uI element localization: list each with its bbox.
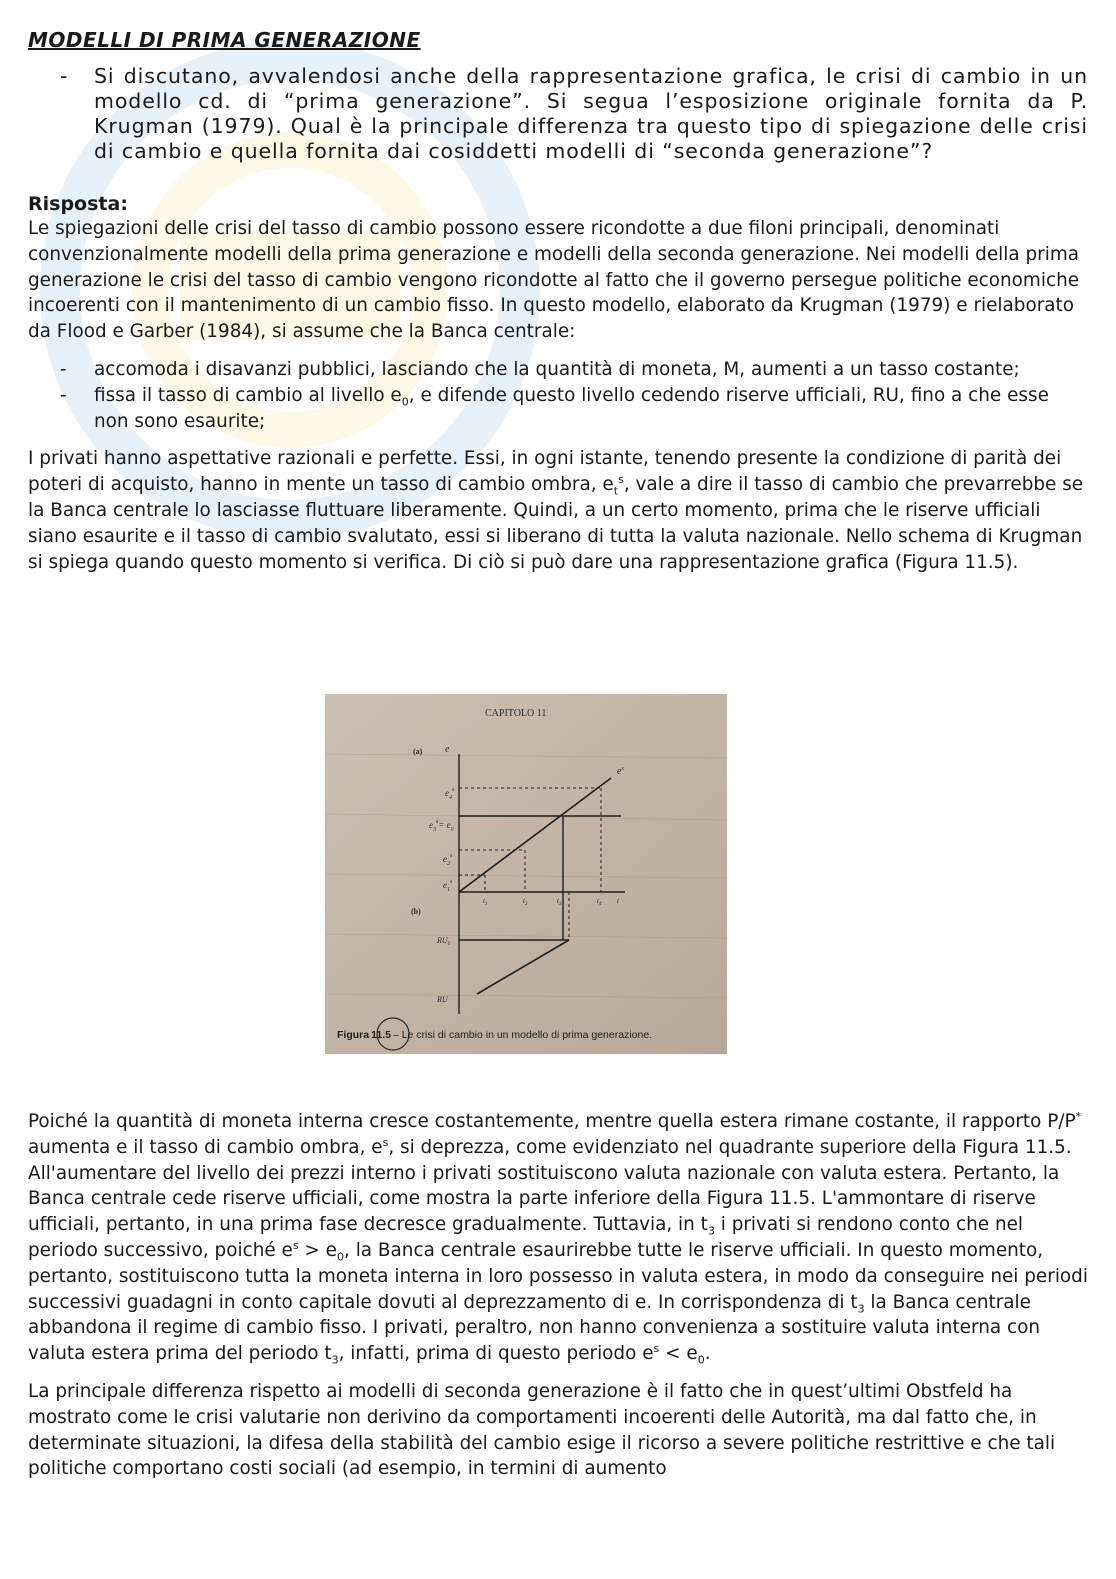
paragraph-explanation: Poiché la quantità di moneta interna cresce costantemente, mentre quella estera rimane costante, il rapporto P/P* aumenta e il tasso di cambio ombra, $e^s$, si deprezza, come evidenziato nel quadrante superiore della Figura 11.5. All'aumentare del livello dei prezzi interno i privati sostituiscono valuta nazionale con valuta estera. Pertanto, la Banca centrale cede riserve ufficiali, come mostra la parte inferiore della Figura 11.5. L'ammontare di riserve ufficiali, pertanto, in una prima fase decresce gradualmente. Tuttavia, in $t_3$ i privati si rendono conto che nel periodo successivo, poiché $e^s > e_0$, la Banca centrale esaurirebbe tutte le riserve ufficiali. In questo momento, pertanto, sostituiscono tutta la moneta interna in loro possesso in valuta estera, in modo da conseguire nei periodi successivi guadagni in conto capitale dovuti al deprezzamento di e. In corrispondenza di $t_3$ la Banca centrale abbandona il regime di cambio fisso. I privati, peraltro, non hanno convenienza a sostituire valuta interna con valuta estera prima del periodo $t_3$, infatti, prima di questo periodo $e^s < e_0$. (28, 1109, 1088, 1367)
question-bullet: - (60, 64, 68, 88)
t2-label: $t_2$ (523, 897, 528, 907)
t4-label: $t_4$ (597, 897, 602, 907)
e2-label: $e_2^s$ (443, 853, 453, 867)
ru0-label: $RU_0$ (437, 936, 451, 947)
list-bullet: - (60, 358, 67, 380)
list-item-text: fissa il tasso di cambio al livello $e_0$, e difende questo livello cedendo riserve ufficiali, RU, fino a che esse non sono esaurite; (94, 384, 1049, 432)
paragraph-second-generation: La principale differenza rispetto ai modelli di seconda generazione è il fatto che in quest’ultimi Obstfeld ha mostrato come le crisi valutarie non derivino da comportamenti incoerenti delle Autorità, ma dal fatto che, in determinate situazioni, la difesa della stabilità del cambio esige il ricorso a severe politiche restrittive e che tali politiche comportano costi sociali (ad esempio, in termini di aumento (28, 1380, 1056, 1480)
question-item (60, 64, 1088, 164)
shadow-rate-line-label: $e^s$ (617, 766, 624, 777)
lower-text (28, 1109, 1088, 1494)
figure-11-5 (325, 694, 727, 1054)
ru-label: RU (437, 995, 448, 1004)
e4-label: $e_4^s$ (445, 787, 455, 801)
list-item-text: accomoda i disavanzi pubblici, lasciando che la quantità di moneta, M, aumenti a un tasso costante; (94, 358, 1020, 380)
list-item (60, 383, 1088, 435)
document-page (28, 26, 1088, 575)
panel-b-label: (b) (411, 907, 421, 916)
e3-label: $e_3^s= e_0$ (429, 819, 454, 833)
list-bullet: - (60, 384, 67, 406)
intro-paragraph: Le spiegazioni delle crisi del tasso di cambio possono essere ricondotte a due filoni principali, denominati convenzionalmente modelli della prima generazione e modelli della seconda generazione. Nei modelli della prima generazione le crisi del tasso di cambio vengono ricondotte al fatto che il governo persegue politiche economiche incoerenti con il mantenimento di un cambio fisso. In questo modello, elaborato da Krugman (1979) e rielaborato da Flood e Garber (1984), si assume che la Banca centrale: (28, 218, 1080, 343)
t3-label: $t_3$ (557, 897, 562, 907)
assumption-list (60, 357, 1088, 434)
question-text: Si discutano, avvalendosi anche della rappresentazione grafica, le crisi di cambio in un modello cd. di “prima generazione”. Si segua l’esposizione originale fornita da P. Krugman (1979). Qual è la principale differenza tra questo tipo di spiegazione delle crisi di cambio e quella fornita dai cosiddetti modelli di “seconda generazione”? (94, 64, 1088, 163)
answer-heading: Risposta: (28, 193, 128, 215)
paragraph-private-expectations: I privati hanno aspettative razionali e perfette. Essi, in ogni istante, tenendo presente la condizione di parità dei poteri di acquisto, hanno in mente un tasso di cambio ombra, $e_t^s$, vale a dire il tasso di cambio che prevarrebbe se la Banca centrale lo lasciasse fluttuare liberamente. Quindi, a un certo momento, prima che le riserve ufficiali siano esaurite e il tasso di cambio svalutato, essi si liberano di tutta la valuta nazionale. Nello schema di Krugman si spiega quando questo momento si verifica. Di ciò si può dare una rappresentazione grafica (Figura 11.5). (28, 448, 1084, 573)
y-axis-label: e (445, 744, 450, 755)
page-title: MODELLI DI PRIMA GENERAZIONE (28, 28, 421, 52)
figure-header: CAPITOLO 11 (485, 708, 547, 719)
list-item (60, 357, 1088, 383)
figure-caption: Figura 11.5 – Le crisi di cambio in un modello di prima generazione. (337, 1029, 653, 1041)
t-axis-label: t (617, 897, 619, 905)
t1-label: $t_1$ (483, 897, 488, 907)
figure-background (325, 694, 727, 1054)
panel-a-label: (a) (413, 747, 423, 756)
e1-label: $e_1^s$ (443, 879, 453, 893)
